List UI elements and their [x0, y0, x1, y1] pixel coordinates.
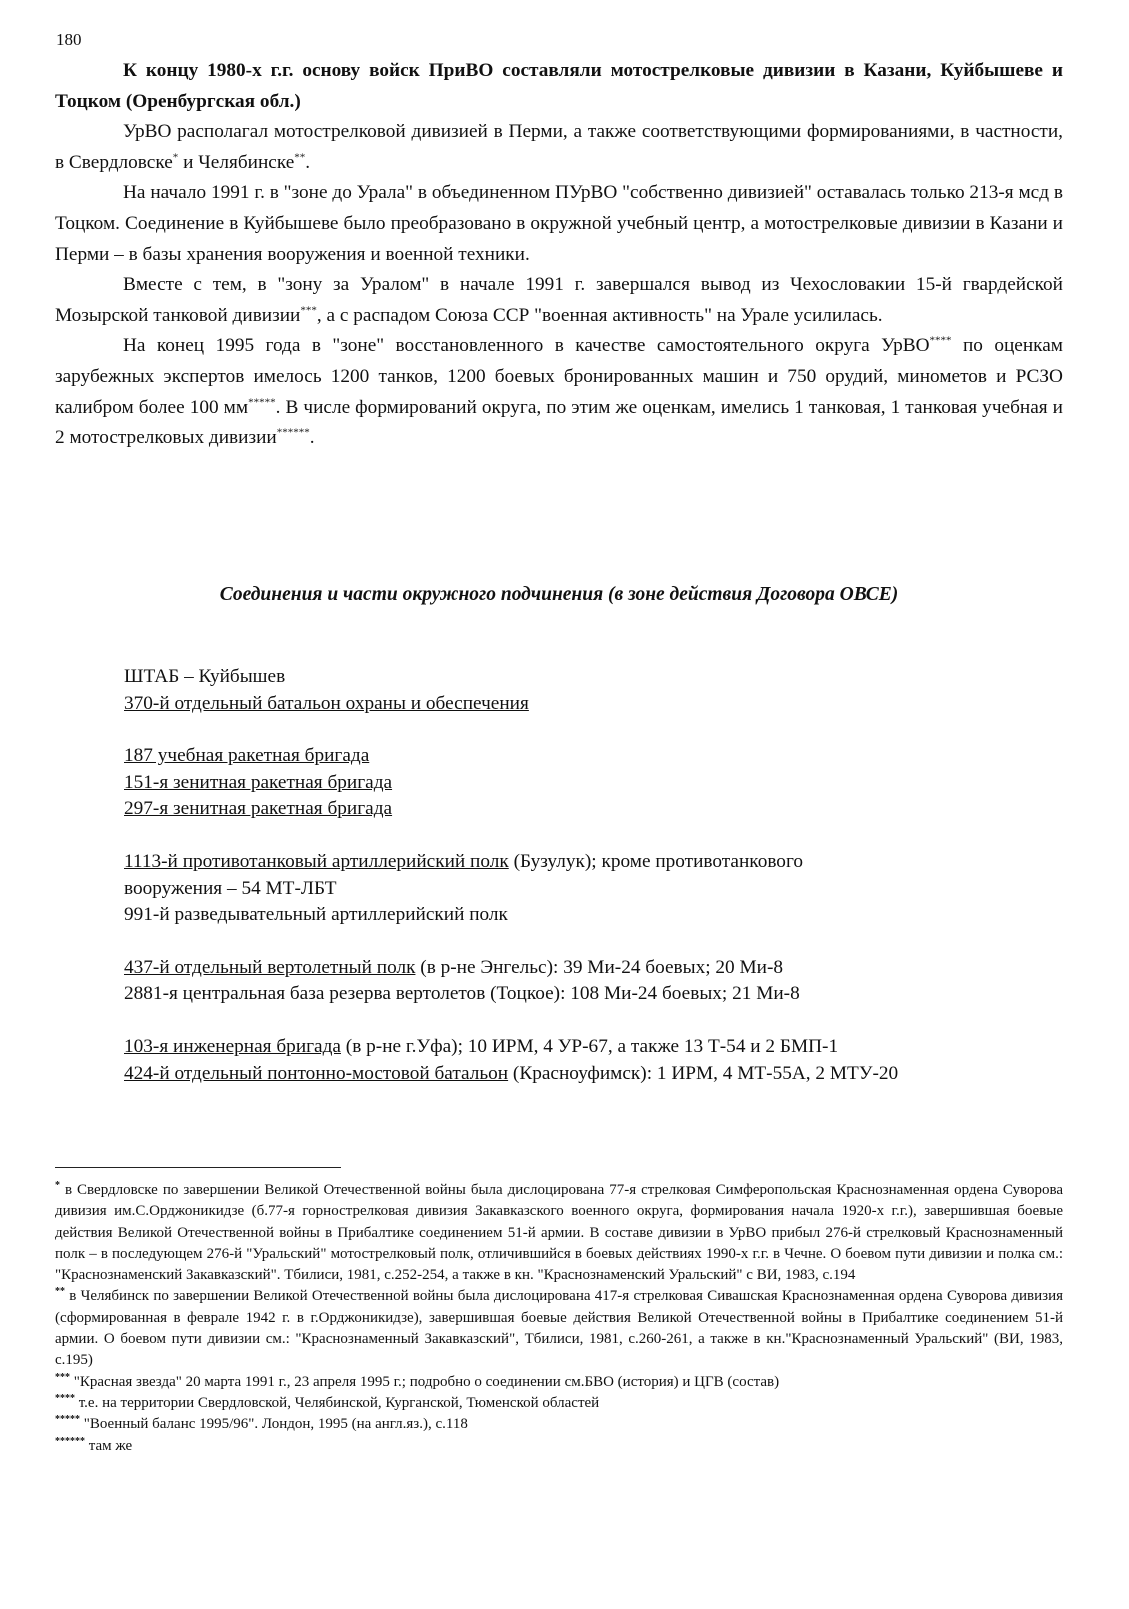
unit-details: (Красноуфимск): 1 ИРМ, 4 МТ-55А, 2 МТУ-20 [508, 1062, 899, 1084]
paragraph-2 [55, 117, 1063, 178]
footnotes [55, 1180, 1063, 1457]
unit-name: 437-й отдельный вертолетный полк [124, 956, 416, 978]
footnote-mark: ****** [55, 1435, 85, 1447]
unit-name: 1113-й противотанковый артиллерийский полк [124, 850, 509, 872]
paragraph-5 [55, 331, 1063, 453]
paragraph-2-text-c: . [305, 151, 311, 173]
unit-line: вооружения – 54 МТ-ЛБТ [124, 877, 337, 899]
footnote-text: там же [85, 1437, 133, 1454]
footnote-2 [55, 1286, 1063, 1371]
footnote-ref-5: ***** [248, 396, 276, 409]
unit-line: 187 учебная ракетная бригада [124, 745, 370, 767]
unit-details: (в р-не Энгельс): 39 Ми-24 боевых; 20 Ми-8 [415, 956, 784, 978]
unit-line: 297-я зенитная ракетная бригада [124, 798, 393, 820]
unit-name: 103-я инженерная бригада [124, 1035, 341, 1057]
footnote-ref-3: *** [300, 304, 317, 317]
footnote-mark: * [55, 1180, 60, 1191]
body-text [55, 56, 1063, 454]
footnote-ref-6: ****** [276, 426, 310, 439]
unit-line [124, 955, 1084, 982]
footnote-mark: **** [55, 1392, 75, 1404]
paragraph-5-text-b: по оценкам зарубежных экспертов имелось 1200 танков, 1200 боевых бронированных машин и 750 орудий, минометов и РСЗО калибром более 100 мм [55, 335, 1063, 418]
unit-line [124, 1034, 1084, 1061]
footnote-text: в Челябинск по завершении Великой Отечественной войны была дислоцирована 417-я стрелковая Сивашская Краснознаменная ордена Суворова дивизия (сформированная в феврале 1942 г. в г.Орджоникидзе), завершившая боевые действия Великой Отечественной войны в Прибалтике соединением 51-й армии. О боевом пути дивизии см.: "Краснознаменный Закавказский", Тбилиси, 1981, с.260-261, а также в кн."Краснознаменный Уральский" (ВИ, 1983, с.195) [55, 1288, 1063, 1369]
footnote-6 [55, 1436, 1063, 1457]
unit-line: 991-й разведывательный артиллерийский полк [124, 904, 508, 926]
unit-details: (Бузулук); кроме противотанкового [508, 850, 804, 872]
footnote-text: т.е. на территории Свердловской, Челябинской, Курганской, Тюменской областей [75, 1394, 600, 1411]
footnote-separator [55, 1167, 341, 1168]
footnote-mark: ***** [55, 1414, 80, 1426]
paragraph-5-text-c: . В числе формирований округа, по этим же оценкам, имелись 1 танковая, 1 танковая учебная и 2 мотострелковых дивизии [55, 396, 1064, 449]
footnote-ref-1: * [172, 151, 179, 164]
footnote-text: в Свердловске по завершении Великой Отечественной войны была дислоцирована 77-я стрелковая Симферопольская Краснознаменная ордена Суворова дивизия им.С.Орджоникидзе (б.77-я горнострелковая дивизия Закавказского военного округа, формирования начала 1920-х г.г.), завершившая боевые действия Великой Отечественной войны в Прибалтике соединением 51-й армии. В составе дивизии в УрВО прибыл 276-й стрелковый Краснознаменный полк – в последующем 276-й "Уральский" мотострелковый полк, отличившийся в боевых действиях 1990-х г.г. в Чечне. О боевом пути дивизии и полка см.: "Краснознаменский Закавказский". Тбилиси, 1981, с.252-254, а также в кн. "Краснознаменский Уральский" с ВИ, 1983, с.194 [55, 1182, 1063, 1284]
paragraph-4 [55, 270, 1063, 331]
section-heading: Соединения и части окружного подчинения (в зоне действия Договора ОВСЕ) [219, 584, 899, 605]
footnote-1 [55, 1180, 1063, 1286]
footnote-text: "Военный баланс 1995/96". Лондон, 1995 (на англ.яз.), с.118 [80, 1416, 468, 1433]
unit-line: 370-й отдельный батальон охраны и обеспечения [124, 692, 529, 714]
unit-details: (в р-не г.Уфа); 10 ИРМ, 4 УР-67, а также 13 Т-54 и 2 БМП-1 [340, 1035, 839, 1057]
footnote-mark: ** [55, 1286, 65, 1298]
paragraph-5-text-a: На конец 1995 года в "зоне" восстановленного в качестве самостоятельного округа УрВО [123, 335, 930, 357]
unit-line [124, 849, 1084, 876]
footnote-3 [55, 1372, 1063, 1393]
footnote-5 [55, 1414, 1063, 1435]
footnote-mark: *** [55, 1371, 70, 1383]
footnote-text: "Красная звезда" 20 марта 1991 г., 23 апреля 1995 г.; подробно о соединении см.БВО (история) и ЦГВ (состав) [70, 1373, 780, 1390]
unit-name: 424-й отдельный понтонно-мостовой батальон [124, 1062, 509, 1084]
page-number: 180 [56, 30, 82, 49]
paragraph-4-text-b: , а с распадом Союза ССР "военная активность" на Урале усилилась. [316, 304, 883, 326]
unit-line: 151-я зенитная ракетная бригада [124, 771, 393, 793]
paragraph-2-text-a: УрВО располагал мотострелковой дивизией в Перми, а также соответствующими формированиями, в частности, в Свердловске [55, 121, 1063, 173]
paragraph-2-text-b: и Челябинске [178, 151, 295, 173]
footnote-ref-2: ** [294, 151, 306, 164]
hq-line: ШТАБ – Куйбышев [124, 666, 286, 687]
footnote-ref-4: **** [929, 334, 952, 347]
unit-line: 2881-я центральная база резерва вертолетов (Тоцкое): 108 Ми-24 боевых; 21 Ми-8 [124, 983, 800, 1005]
unit-line [124, 1061, 1084, 1088]
units-list [124, 664, 1084, 1087]
paragraph-1: К концу 1980-х г.г. основу войск ПриВО составляли мотострелковые дивизии в Казани, Куйбышеве и Тоцком (Оренбургская обл.) [55, 60, 1063, 112]
paragraph-4-text-a: Вместе с тем, в "зону за Уралом" в начале 1991 г. завершался вывод из Чехословакии 15-й гвардейской Мозырской танковой дивизии [55, 274, 1063, 326]
footnote-4 [55, 1393, 1063, 1414]
paragraph-5-text-d: . [309, 427, 315, 449]
paragraph-3: На начало 1991 г. в "зоне до Урала" в объединенном ПУрВО "собственно дивизией" оставалась только 213-я мсд в Тоцком. Соединение в Куйбышеве было преобразовано в окружной учебный центр, а мотострелковые дивизии в Казани и Перми – в базы хранения вооружения и военной техники. [55, 182, 1063, 265]
